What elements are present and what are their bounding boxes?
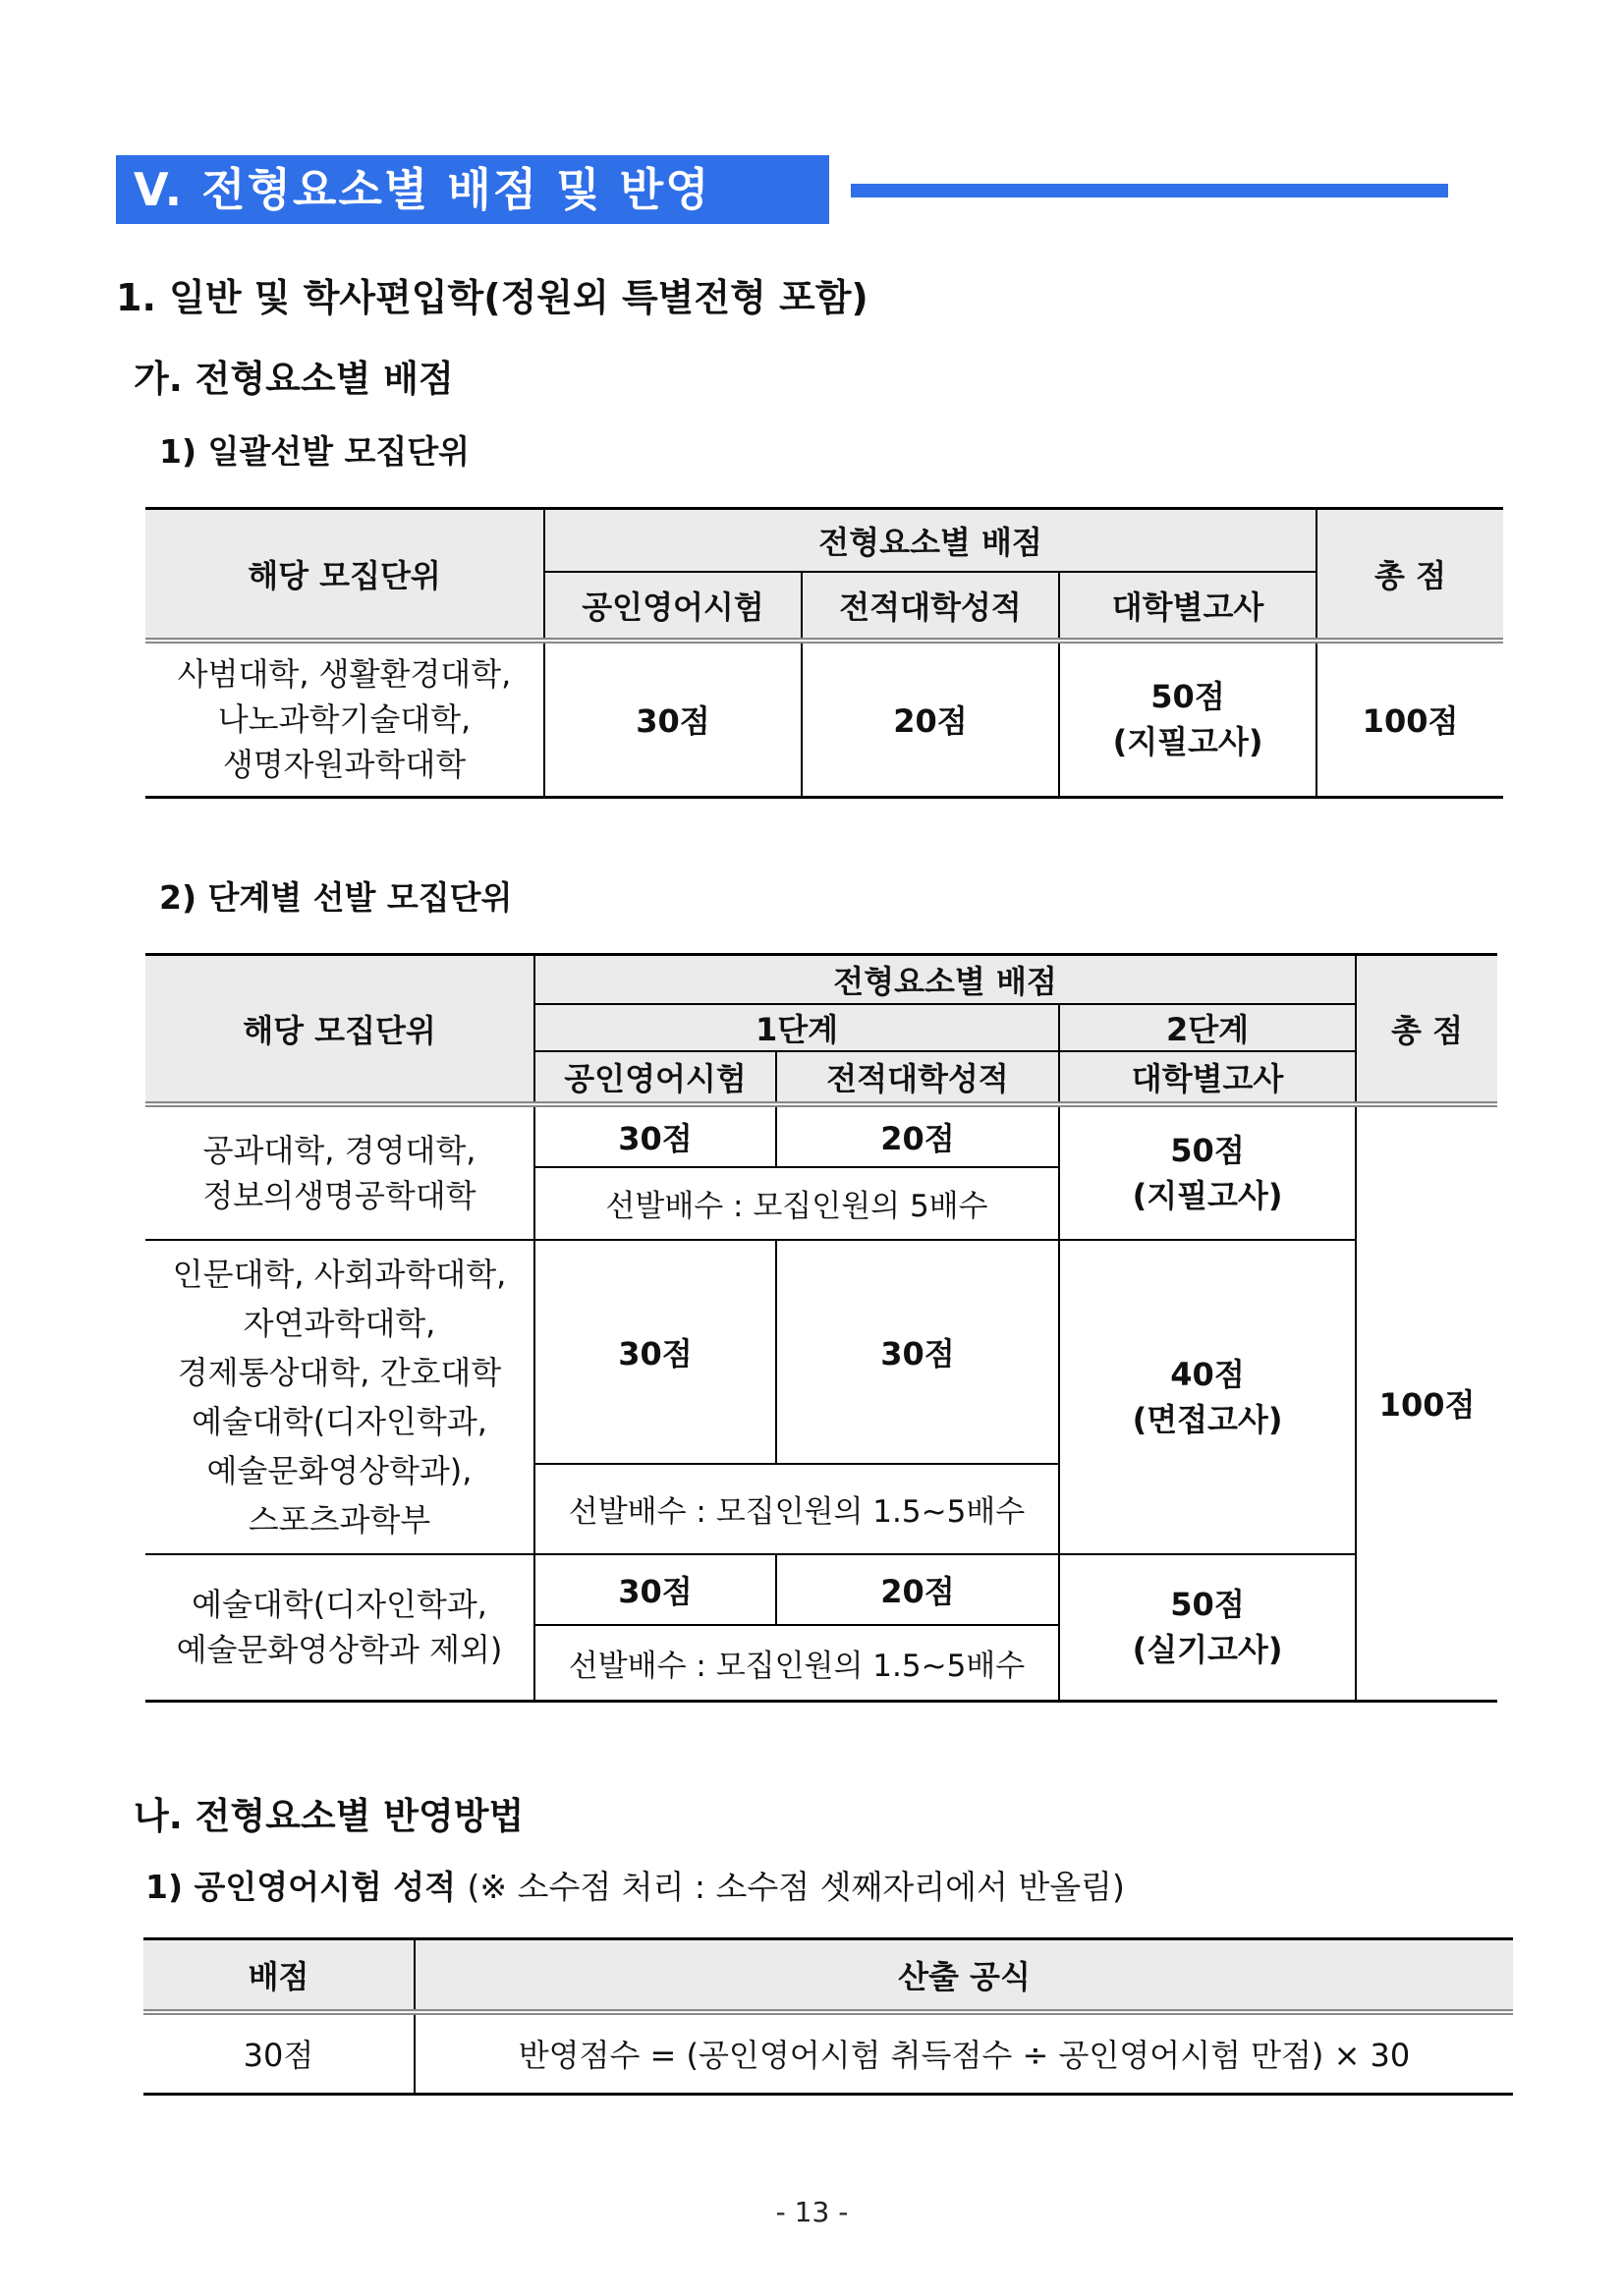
t1-total-score: 100점 <box>1316 641 1503 798</box>
subheading-3-title: 1) 공인영어시험 성적 <box>145 1868 457 1906</box>
unit-line: 예술문화영상학과), <box>206 1451 473 1489</box>
t2-row1-selection: 선발배수 : 모집인원의 5배수 <box>534 1167 1059 1240</box>
unit-line: 예술문화영상학과 제외) <box>176 1631 503 1669</box>
table-batch-selection <box>145 507 1503 799</box>
unit-line: 정보의생명공학대학 <box>202 1176 476 1214</box>
t3-score: 30점 <box>243 2037 314 2075</box>
unit-line: 사범대학, 생활환경대학, <box>177 655 512 694</box>
t2-row2-selection: 선발배수 : 모집인원의 1.5~5배수 <box>534 1464 1059 1554</box>
t1-transcript-score: 20점 <box>802 641 1059 798</box>
t2-row3-english: 30점 <box>534 1554 776 1625</box>
exam-score-value: 50점 <box>1150 678 1225 716</box>
heading-1: 1. 일반 및 학사편입학(정원외 특별전형 포함) <box>116 276 868 319</box>
exam-type: (면접고사) <box>1132 1400 1283 1438</box>
t2-row2-units <box>145 1240 534 1554</box>
subheading-3 <box>145 1862 1125 1908</box>
t2-unit-header: 해당 모집단위 <box>145 955 534 1104</box>
exam-type: (지필고사) <box>1112 723 1263 761</box>
unit-line: 나노과학기술대학, <box>217 700 472 739</box>
t2-row2-transcript: 30점 <box>776 1240 1059 1464</box>
section-title-rule <box>851 184 1448 197</box>
exam-score-value: 50점 <box>1170 1586 1245 1624</box>
unit-line: 인문대학, 사회과학대학, <box>172 1255 507 1293</box>
t2-group-header: 전형요소별 배점 <box>534 955 1356 1004</box>
exam-type: (실기고사) <box>1132 1631 1283 1669</box>
heading-ga: 가. 전형요소별 배점 <box>134 358 454 400</box>
unit-line: 예술대학(디자인학과, <box>192 1402 487 1440</box>
t2-row3-units <box>145 1554 534 1702</box>
t2-stage1-header: 1단계 <box>534 1004 1059 1051</box>
t1-units-cell <box>145 641 544 798</box>
t3-score-header: 배점 <box>143 1939 415 2012</box>
t3-formula: 반영점수 = (공인영어시험 취득점수 ÷ 공인영어시험 만점) × 30 <box>415 2012 1513 2095</box>
t3-formula-header: 산출 공식 <box>415 1939 1513 2012</box>
t2-row3-selection: 선발배수 : 모집인원의 1.5~5배수 <box>534 1625 1059 1702</box>
t1-unit-header: 해당 모집단위 <box>145 509 544 641</box>
t2-col-english: 공인영어시험 <box>534 1051 776 1104</box>
subheading-3-note: (※ 소수점 처리 : 소수점 셋째자리에서 반올림) <box>467 1868 1125 1906</box>
t1-english-score: 30점 <box>544 641 802 798</box>
t2-col-exam: 대학별고사 <box>1059 1051 1356 1104</box>
t2-row1-exam <box>1059 1104 1356 1240</box>
t1-exam-score <box>1059 641 1316 798</box>
unit-line: 경제통상대학, 간호대학 <box>177 1353 502 1391</box>
t1-col-exam: 대학별고사 <box>1059 572 1316 641</box>
subheading-2: 2) 단계별 선발 모집단위 <box>159 878 513 917</box>
t1-group-header: 전형요소별 배점 <box>544 509 1316 572</box>
t2-row1-units <box>145 1104 534 1240</box>
section-title-banner: V. 전형요소별 배점 및 반영 <box>116 155 829 224</box>
table-english-formula <box>143 1937 1513 2096</box>
exam-type: (지필고사) <box>1132 1176 1283 1214</box>
subheading-1: 1) 일괄선발 모집단위 <box>159 432 471 471</box>
unit-line: 생명자원과학대학 <box>222 746 467 784</box>
t2-stage2-header: 2단계 <box>1059 1004 1356 1051</box>
page-number: - 13 - <box>775 2196 849 2228</box>
heading-na: 나. 전형요소별 반영방법 <box>134 1795 525 1837</box>
t2-row3-exam <box>1059 1554 1356 1702</box>
unit-line: 스포츠과학부 <box>248 1500 431 1539</box>
t2-row1-english: 30점 <box>534 1104 776 1167</box>
t2-total-header: 총 점 <box>1356 955 1497 1104</box>
t1-total-header: 총 점 <box>1316 509 1503 641</box>
t1-col-transcript: 전적대학성적 <box>802 572 1059 641</box>
unit-line: 자연과학대학, <box>243 1304 436 1342</box>
exam-score-value: 50점 <box>1170 1131 1245 1169</box>
t2-total-score: 100점 <box>1356 1104 1497 1702</box>
t2-row1-transcript: 20점 <box>776 1104 1059 1167</box>
exam-score-value: 40점 <box>1170 1355 1245 1393</box>
t1-col-english: 공인영어시험 <box>544 572 802 641</box>
unit-line: 공과대학, 경영대학, <box>202 1131 476 1169</box>
t2-row2-exam <box>1059 1240 1356 1554</box>
table-staged-selection <box>145 953 1497 1703</box>
t2-row2-english: 30점 <box>534 1240 776 1464</box>
unit-line: 예술대학(디자인학과, <box>192 1586 487 1624</box>
t2-row3-transcript: 20점 <box>776 1554 1059 1625</box>
t2-col-transcript: 전적대학성적 <box>776 1051 1059 1104</box>
